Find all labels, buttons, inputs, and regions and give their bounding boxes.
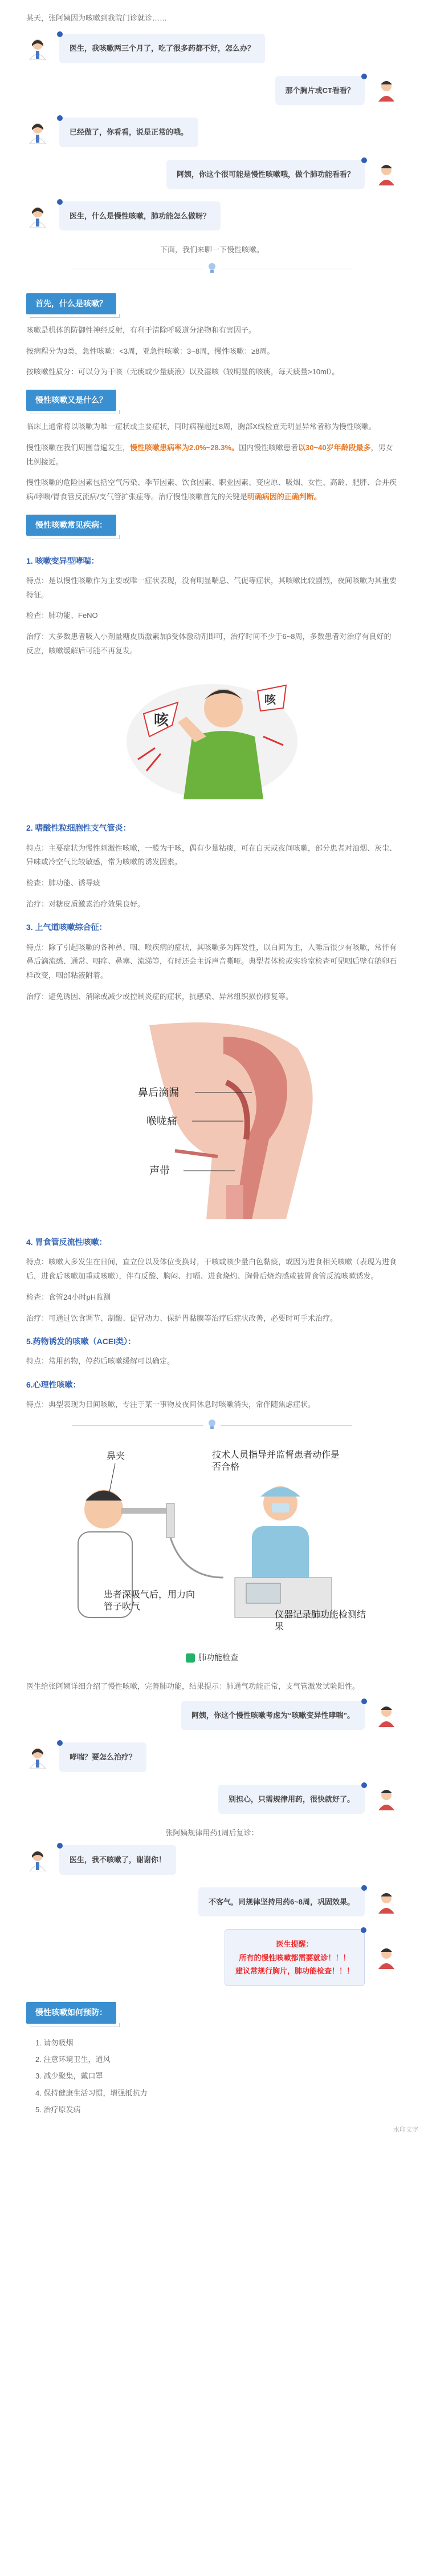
paragraph: 特点：常用药物，停药后咳嗽缓解可以确定。: [26, 1357, 175, 1366]
text: 慢性咳嗽在我们周围普遍发生，: [26, 443, 131, 452]
highlight-text: 以30~40岁年龄段最多: [298, 443, 371, 452]
bulb-divider: [26, 1419, 398, 1431]
highlight-text: 明确病因的正确判断。: [247, 492, 321, 501]
doctor-avatar: [26, 37, 49, 60]
watermark: 水印文字: [393, 2126, 418, 2133]
lightbulb-icon: [208, 1419, 216, 1430]
chat-bubble: [166, 160, 365, 189]
figure-caption: [26, 1651, 398, 1665]
paragraph: 临床上通常将以咳嗽为唯一症状或主要症状，同时病程超过8周，胸部X线检查无明显异常者称为慢性咳嗽。: [26, 422, 376, 431]
prevention-list: [35, 2036, 398, 2117]
chat-message-row: [26, 118, 398, 147]
paragraph: 按咳嗽性质分：可以分为干咳（无痰或少量痰液）以及湿咳（较明显的咳痰，每天痰量>10ml）。: [26, 367, 340, 377]
doctor-tip-row: [26, 1929, 398, 1986]
doctor-avatar: [26, 1849, 49, 1871]
section-title-causes: 慢性咳嗽常见疾病：: [26, 515, 116, 536]
chat-text: 不客气，同规律坚持用药6~8周，巩固效果。: [208, 1897, 354, 1906]
highlight-text: 慢性咳嗽患病率为2.0%~28.3%。: [130, 443, 239, 452]
paragraph: 特点：咳嗽大多发生在日间，直立位以及体位变换时，干咳或咳少量白色黏痰，或因为进食相关咳嗽（表现为进食后，进食后咳嗽加重或咳嗽），伴有反酸、胸闷、打嗝、进食烧灼、胸骨后烧灼感或被胃食管反流咳嗽诱发。: [26, 1257, 397, 1281]
chat-message-row: [26, 1845, 398, 1874]
coughing-man-illustration: [92, 668, 332, 811]
section-title-chronic: 慢性咳嗽又是什么？: [26, 390, 116, 411]
chat-text: 别担心，只需规律用药，很快就好了。: [228, 1794, 354, 1803]
text: 国内慢性咳嗽患者: [239, 443, 299, 452]
check-icon: [186, 1653, 195, 1663]
chat-message-row: [26, 34, 398, 63]
paragraph: 治疗：避免诱因、消除或减少或控制炎症的症状，抗感染、异常组织损伤修复等。: [26, 992, 293, 1001]
chat-message-row: [26, 76, 398, 105]
caption-text: 肺功能检查: [198, 1652, 238, 1662]
staff-label: 技术人员指导并监督患者动作是否合格: [212, 1449, 340, 1472]
chat-bubble: [181, 1701, 365, 1730]
chat-bubble: [59, 1742, 146, 1772]
patient-avatar: [375, 1946, 398, 1969]
chat-message-row: [26, 1887, 398, 1916]
chat-block-2: [26, 1701, 398, 1814]
chat-bubble: [59, 118, 198, 147]
cough-label: 咳: [154, 712, 169, 730]
cause-heading: 5.药物诱发的咳嗽（ACEI类）：: [26, 1337, 136, 1346]
bulb-divider: [26, 262, 398, 275]
paragraph: 检查：食管24小时pH监测: [26, 1292, 111, 1301]
paragraph: 治疗：对糖皮质激素治疗效果良好。: [26, 899, 145, 908]
chat-bubble: [275, 76, 365, 105]
followup-note: 张阿姨规律用药1周后复诊：: [165, 1829, 259, 1838]
patient-avatar: [375, 79, 398, 102]
doctor-avatar: [26, 1746, 49, 1769]
tip-heading: 医生提醒：: [276, 1940, 313, 1949]
paragraph: 咳嗽是机体的防御性神经反射，有利于清除呼吸道分泌物和有害因子。: [26, 325, 256, 334]
cough-label: 咳: [264, 693, 276, 707]
chat-block-3: [26, 1845, 398, 1916]
patient-label: 患者深吸气后，用力向管子吹气: [104, 1588, 195, 1612]
instrument-label: 仪器记录肺功能检测结果: [275, 1608, 366, 1632]
chat-message-row: [26, 160, 398, 189]
paragraph: 治疗：大多数患者吸入小剂量糖皮质激素加β受体激动剂即可，治疗时间不少于6~8周，多数患者对治疗有良好的反应，咳嗽缓解后可能不再复发。: [26, 632, 392, 655]
list-item: 3. 减少聚集，戴口罩: [35, 2072, 103, 2081]
text: ，男女比例接近。: [26, 443, 393, 466]
paragraph: 特点：是以慢性咳嗽作为主要或唯一症状表现，没有明显喘息、气促等症状，其咳嗽比较剧烈，夜间咳嗽为其重要特征。: [26, 576, 397, 599]
spirometry-illustration: [52, 1446, 372, 1640]
paragraph: 特点：主要症状为慢性刺激性咳嗽，一般为干咳，偶有少量粘痰，可在白天或夜间咳嗽，部分患者对油烟、灰尘、异味或冷空气比较敏感，常为咳嗽的诱发因素。: [26, 843, 397, 867]
chat-text: 医生，我不咳嗽了，谢谢你！: [70, 1855, 166, 1865]
chat-bubble: [59, 34, 265, 63]
doctor-avatar: [26, 205, 49, 228]
paragraph: 检查：肺功能、诱导痰: [26, 878, 101, 887]
chat-message-row: [26, 1742, 398, 1772]
chat-message-row: [26, 1785, 398, 1814]
chat-text: 那个胸片或CT看看？: [285, 86, 354, 95]
chat-text: 医生，我咳嗽两三个月了，吃了很多药都不好，怎么办？: [70, 44, 255, 53]
section-title-prevent: 慢性咳嗽如何预防：: [26, 2002, 116, 2023]
chat-message-row: [26, 201, 398, 230]
paragraph: 按病程分为3类，急性咳嗽：<3周，亚急性咳嗽：3~8周，慢性咳嗽：≥8周。: [26, 346, 275, 355]
cause-heading: 6.心理性咳嗽：: [26, 1380, 81, 1390]
anatomy-label: 声带: [149, 1165, 170, 1178]
chat-bubble: [59, 201, 221, 230]
paragraph: [26, 441, 398, 469]
lightbulb-icon: [208, 262, 216, 274]
cause-heading: 4. 胃食管反流性咳嗽：: [26, 1238, 107, 1247]
patient-avatar: [375, 1704, 398, 1727]
paragraph: 特点：典型表现为日间咳嗽，专注于某一事物及夜间休息时咳嗽消失，常伴随焦虑症状。: [26, 1400, 316, 1409]
patient-avatar: [375, 1891, 398, 1914]
doctor-tip-bubble: [225, 1929, 365, 1986]
chat-text: 阿姨，你这个很可能是慢性咳嗽哦，做个肺功能看看？: [176, 169, 354, 179]
paragraph: 治疗：可通过饮食调节、制酸、促胃动力、保护胃黏膜等治疗后症状改善，必要时可手术治疗。: [26, 1313, 338, 1323]
tip-line: 建议常规行胸片，肺功能检查！！！: [235, 1966, 354, 1975]
transition-note: 下面，我们来聊一下慢性咳嗽。: [160, 245, 264, 254]
list-item: 2. 注意环境卫生，通风: [35, 2055, 111, 2064]
patient-avatar: [375, 1788, 398, 1810]
cause-heading: 3. 上气道咳嗽综合征：: [26, 923, 107, 932]
nose-clip-label: 鼻夹: [107, 1450, 125, 1461]
list-item: 1. 请勿吸烟: [35, 2038, 74, 2047]
section-title-what: 首先，什么是咳嗽？: [26, 293, 116, 314]
anatomy-label: 鼻后滴漏: [138, 1087, 179, 1099]
cause-heading: 2. 嗜酸性粒细胞性支气管炎：: [26, 823, 131, 833]
paragraph: 医生给张阿姨详细介绍了慢性咳嗽，完善肺功能，结果提示：肺通气功能正常，支气管激发试验阳性。: [26, 1682, 360, 1691]
chat-text: 阿姨，你这个慢性咳嗽考虑为“咳嗽变异性哮喘”。: [191, 1710, 354, 1720]
intro-text: 某天，张阿姨因为咳嗽到我院门诊就诊……: [26, 14, 168, 22]
list-item: 4. 保持健康生活习惯，增强抵抗力: [35, 2088, 148, 2097]
paragraph: 特点：除了引起咳嗽的各种鼻、咽、喉疾病的症状，其咳嗽多为阵发性，以白间为主，入睡后很少有咳嗽，常伴有鼻后滴流感、通常、咽痒、鼻塞、流涕等，有时还会主诉声音嘶哑。典型者体检或实验室检查可见咽后壁有鹅卵石样改变，咽部粘液附着。: [26, 943, 397, 980]
paragraph: [26, 476, 398, 504]
chat-text: 医生，什么是慢性咳嗽，肺功能怎么做呀？: [70, 211, 211, 220]
chat-text: 已经做了，你看看，说是正常的哦。: [70, 128, 189, 137]
chat-bubble: [59, 1845, 176, 1874]
list-item: 5. 治疗原发病: [35, 2105, 81, 2114]
anatomy-label: 喉咙痛: [146, 1115, 177, 1128]
chat-bubble: [218, 1785, 365, 1814]
text: 慢性咳嗽的危险因素包括空气污染、季节因素、饮食因素、职业因素、变应原、吸烟、女性、高龄、肥胖、合并疾病/哮喘/胃食管反流病/支气管扩张症等。治疗慢性咳嗽首先的关键是: [26, 478, 397, 501]
chat-message-row: [26, 1701, 398, 1730]
doctor-avatar: [26, 121, 49, 144]
chat-block-1: [26, 34, 398, 230]
throat-anatomy-illustration: [81, 1014, 343, 1225]
chat-text: 哮喘？要怎么治疗？: [70, 1753, 137, 1762]
paragraph: 检查：肺功能、FeNO: [26, 611, 98, 620]
patient-avatar: [375, 163, 398, 185]
chat-bubble: [198, 1887, 365, 1916]
tip-line: 所有的慢性咳嗽都需要就诊！！！: [239, 1953, 350, 1962]
cause-heading: 1. 咳嗽变异型哮喘：: [26, 556, 99, 565]
